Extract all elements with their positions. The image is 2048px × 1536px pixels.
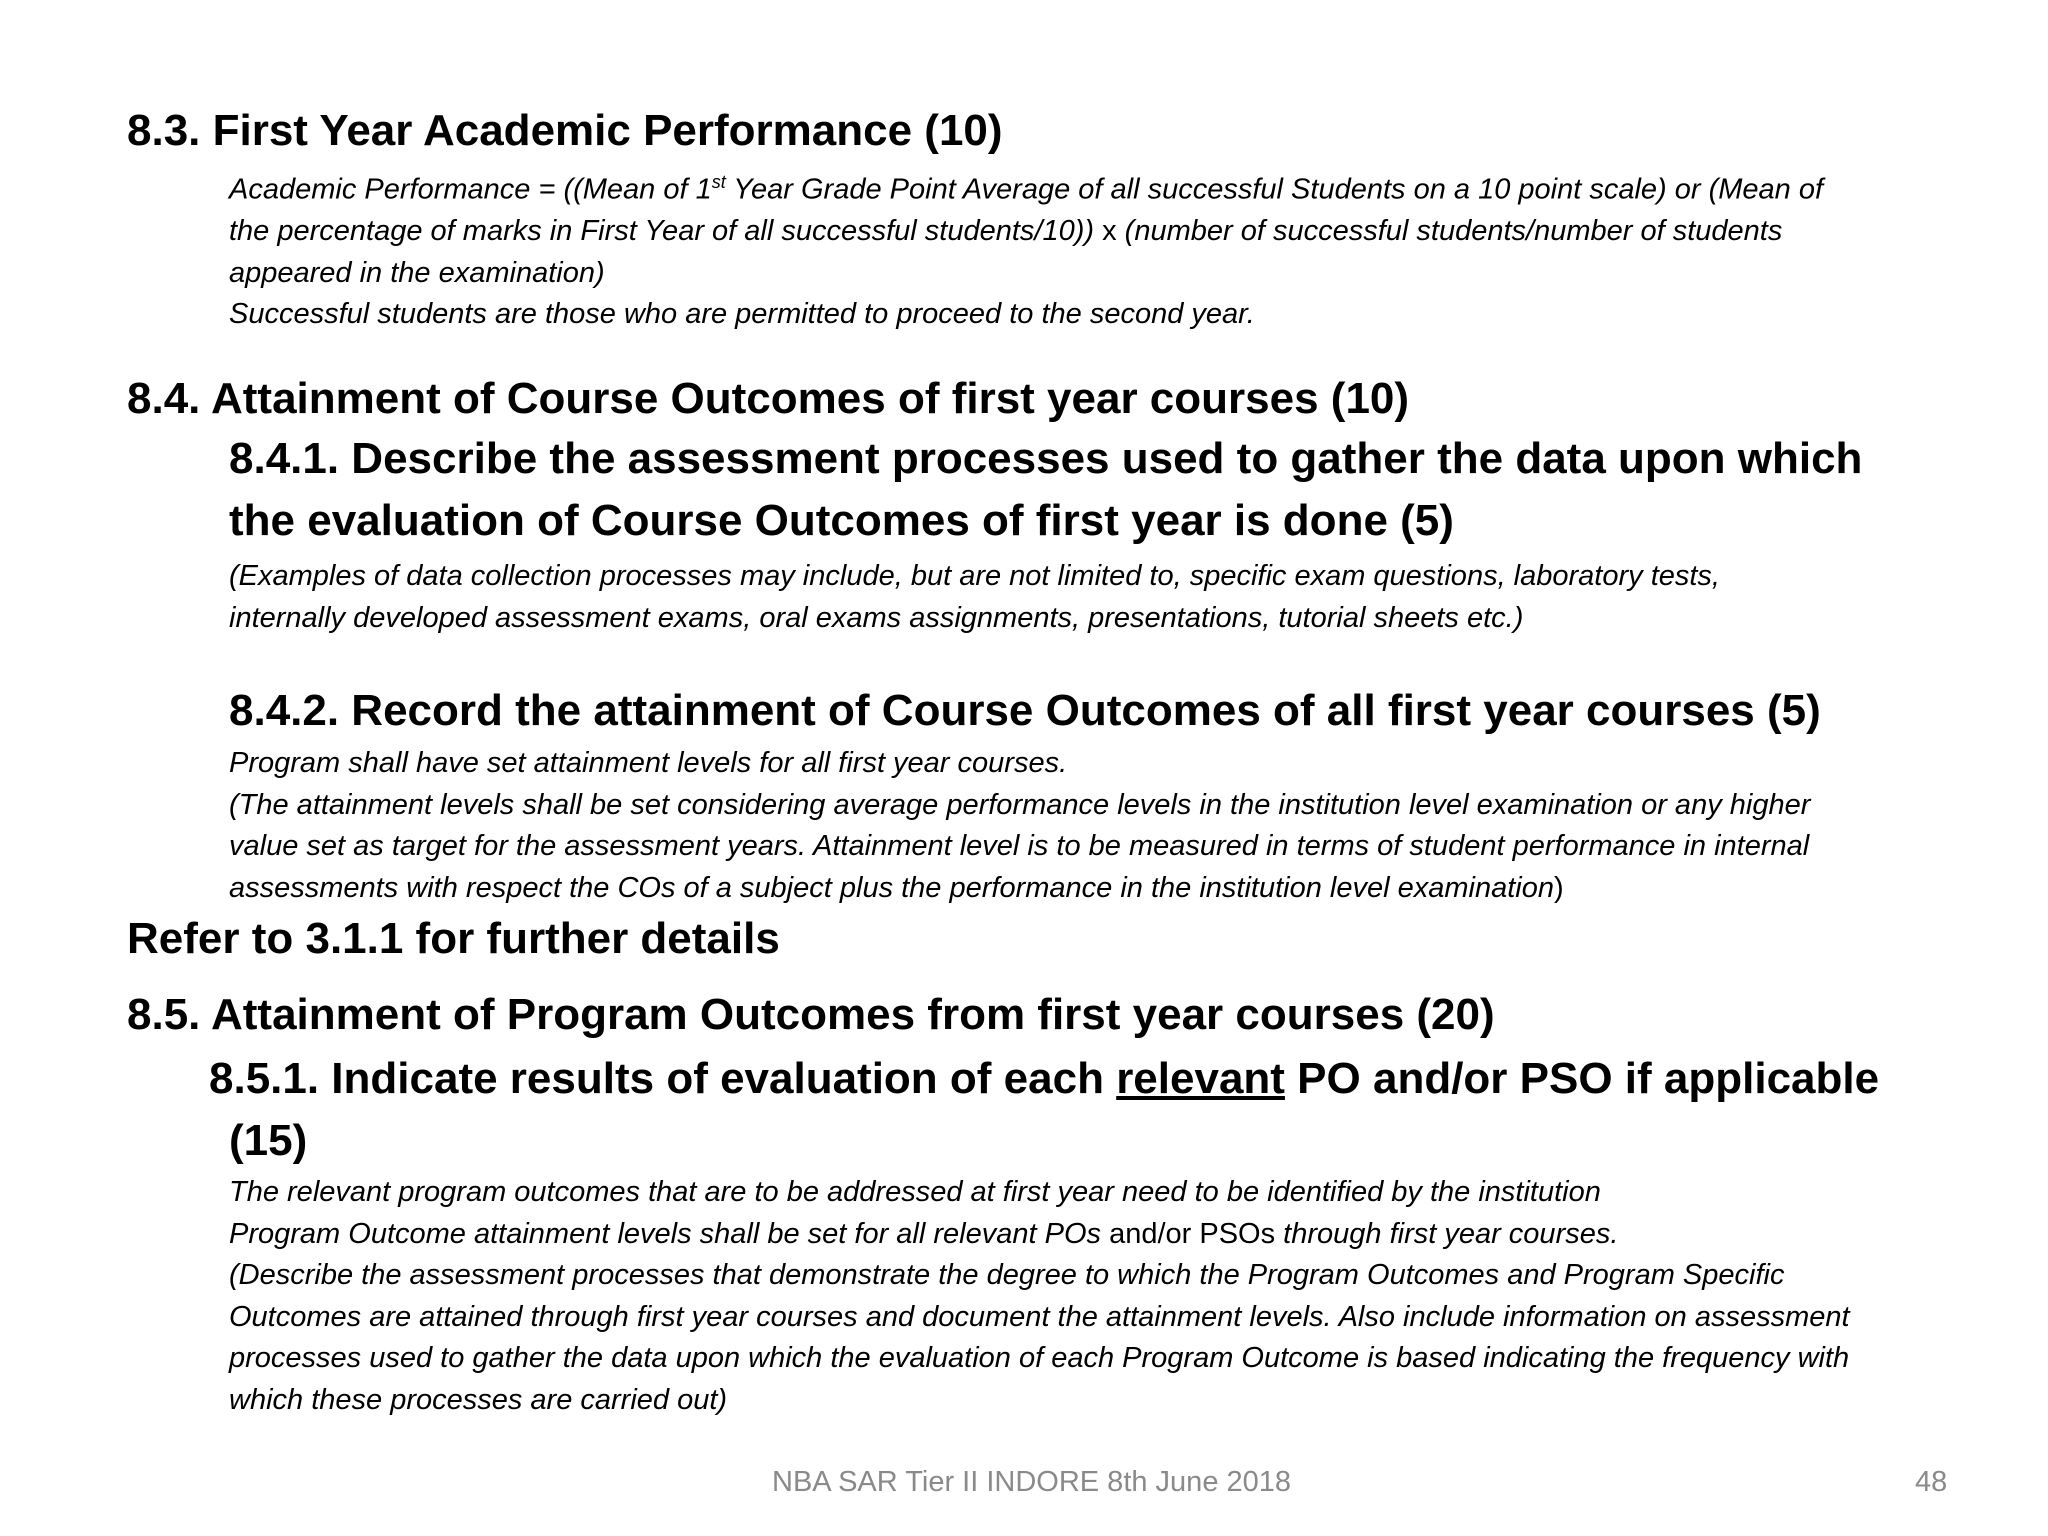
formula-line-2 bbox=[229, 211, 2019, 253]
section-8-5-1-heading-line-1 bbox=[209, 1048, 1879, 1110]
formula-text-b: Year Grade Point Average of all successful Students on a 10 point scale) or (Mean of bbox=[725, 173, 1824, 206]
section-8-4-1-heading-line-1: 8.4.1. Describe the assessment processes used to gather the data upon which bbox=[229, 434, 1863, 483]
formula-line-1 bbox=[229, 162, 2019, 211]
section-8-5-1-heading-line-2: (15) bbox=[229, 1116, 308, 1165]
section-8-5-1-line-4: Outcomes are attained through first year courses and document the attainment levels. Also include information on assessment bbox=[229, 1300, 1850, 1333]
successful-students-note: Successful students are those who are permitted to proceed to the second year. bbox=[229, 298, 1255, 331]
formula-text-a: Academic Performance = ((Mean of 1 bbox=[229, 173, 712, 206]
section-8-5-1-heading-a: 8.5.1. Indicate results of evaluation of each bbox=[209, 1054, 1117, 1103]
section-8-4-2-line-1: Program shall have set attainment levels for all first year courses. bbox=[229, 747, 1068, 779]
section-8-5-heading: 8.5. Attainment of Program Outcomes from first year courses (20) bbox=[127, 990, 1495, 1039]
formula-superscript: st bbox=[711, 172, 726, 192]
refer-note: Refer to 3.1.1 for further details bbox=[127, 914, 780, 963]
section-8-4-1-note-line-2: internally developed assessment exams, oral exams assignments, presentations, tutorial sheets etc.) bbox=[229, 601, 1524, 634]
section-8-5-1-line-6: which these processes are carried out) bbox=[229, 1383, 728, 1416]
section-8-5-1-line-2c: through first year courses. bbox=[1275, 1217, 1619, 1250]
section-8-3-body bbox=[229, 162, 2019, 336]
formula-line-2b: (number of successful students/number of students bbox=[1116, 215, 1783, 248]
closing-paren: ) bbox=[1554, 871, 1564, 904]
section-8-5-1-line-3: (Describe the assessment processes that demonstrate the degree to which the Program Outcomes and Program Specific bbox=[229, 1259, 1785, 1291]
section-8-4-1-note bbox=[229, 556, 2019, 639]
page-number: 48 bbox=[1915, 1466, 1948, 1498]
section-8-4-1-note-line-1: (Examples of data collection processes may include, but are not limited to, specific exam questions, laboratory tests, bbox=[229, 560, 1720, 592]
section-8-4-1-heading-line-2: the evaluation of Course Outcomes of first year is done (5) bbox=[229, 496, 1454, 545]
section-8-3-heading: 8.3. First Year Academic Performance (10) bbox=[127, 106, 1003, 155]
section-8-5-1-line-5: processes used to gather the data upon which the evaluation of each Program Outcome is based indicating the frequency with bbox=[229, 1342, 1850, 1374]
formula-line-2a: the percentage of marks in First Year of all successful students/10)) bbox=[229, 215, 1103, 248]
section-8-5-1-line-1: The relevant program outcomes that are to be addressed at first year need to be identified by the institution bbox=[229, 1176, 1601, 1208]
section-8-4-2-body bbox=[229, 743, 2019, 909]
section-8-5-1-line-2 bbox=[229, 1214, 2019, 1256]
section-8-5-1-body bbox=[229, 1172, 2019, 1421]
section-8-5-1-heading-b: PO and/or PSO if applicable bbox=[1284, 1054, 1880, 1103]
section-8-5-1-line-2b: and/or PSOs bbox=[1109, 1217, 1276, 1250]
section-8-4-2-line-4a: assessments with respect the COs of a subject plus the performance in the institution level examination bbox=[229, 871, 1554, 904]
section-8-4-2-heading: 8.4.2. Record the attainment of Course Outcomes of all first year courses (5) bbox=[229, 686, 1821, 735]
footer-text: NBA SAR Tier II INDORE 8th June 2018 bbox=[772, 1466, 1292, 1498]
relevant-underlined: relevant bbox=[1116, 1054, 1285, 1103]
section-8-4-2-line-2: (The attainment levels shall be set considering average performance levels in the institution level examination or any higher bbox=[229, 788, 1811, 821]
section-8-4-1-heading bbox=[229, 428, 1862, 552]
section-8-4-2-line-3: value set as target for the assessment years. Attainment level is to be measured in terms of student performance in internal bbox=[229, 830, 1810, 862]
section-8-4-2-line-4 bbox=[229, 868, 2019, 910]
formula-line-3: appeared in the examination) bbox=[229, 256, 605, 289]
section-8-4-heading: 8.4. Attainment of Course Outcomes of first year courses (10) bbox=[127, 374, 1410, 423]
section-8-5-1-line-2a: Program Outcome attainment levels shall be set for all relevant POs bbox=[229, 1217, 1110, 1250]
multiply-sign: x bbox=[1102, 215, 1117, 248]
section-8-5-1-heading bbox=[209, 1048, 1879, 1172]
